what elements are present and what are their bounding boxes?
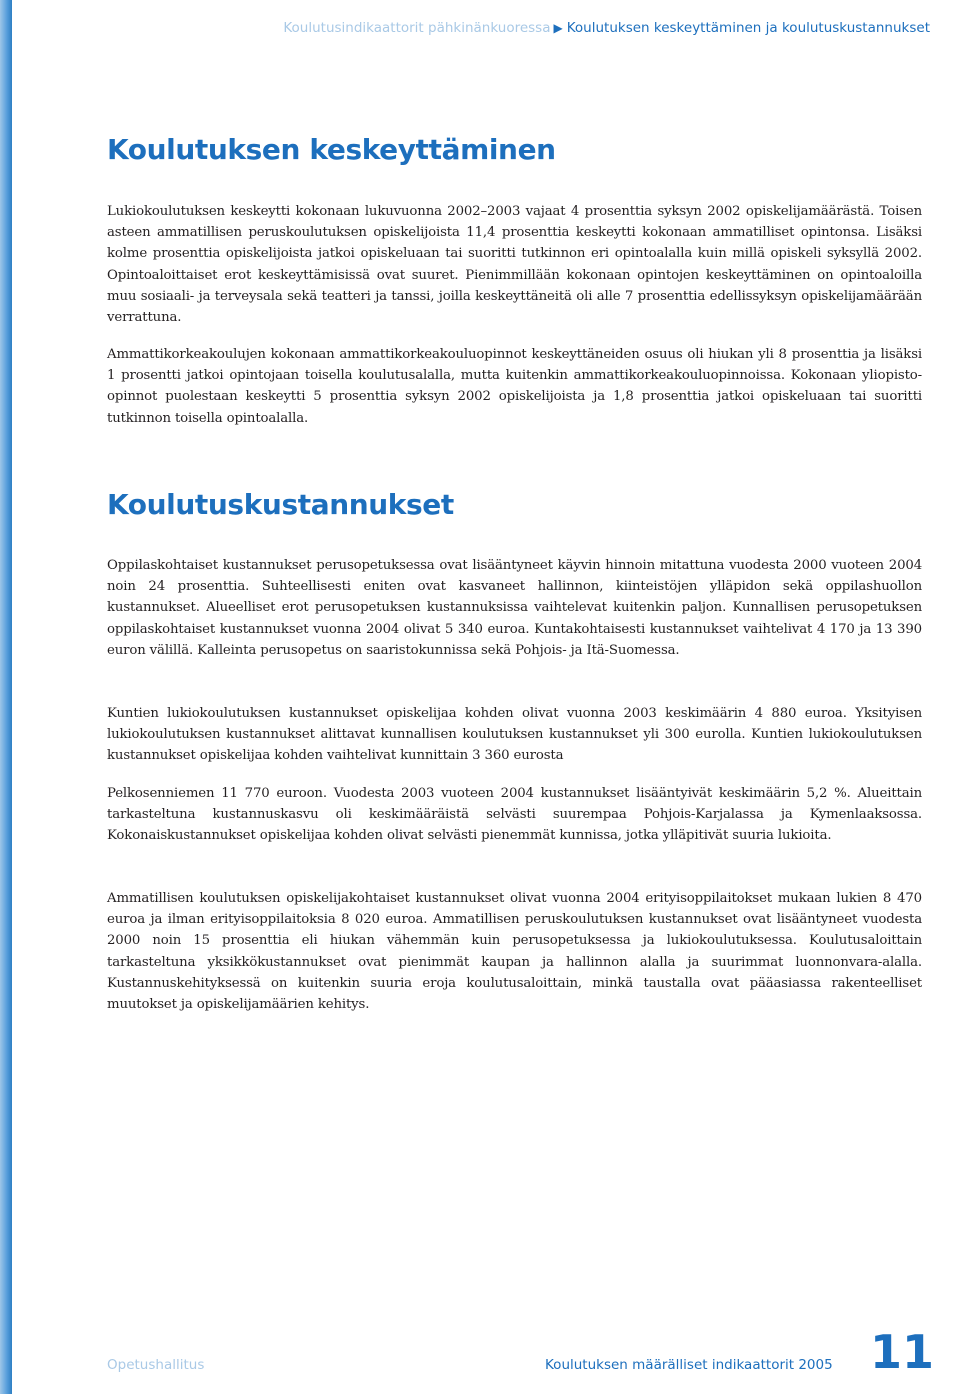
paragraph: Kuntien lukiokoulutuksen kustannukset opiskelijaa kohden olivat vuonna 2003 keskimäärin 4 880 euroa. Yksityisen lukiokoulutuksen kustannukset alittavat kunnallisen koulutuksen kustannukset yli 300 eurolla. Kuntien lukiokoulutuksen kustannukset opiskelijaa kohden vaihtelivat kunnittain 3 360 eurosta — [107, 706, 922, 764]
footer-publisher: Opetushallitus — [107, 1357, 205, 1373]
breadcrumb-book-title: Koulutusindikaattorit pähkinänkuoressa — [283, 20, 551, 36]
paragraph: Pelkosenniemen 11 770 euroon. Vuodesta 2003 vuoteen 2004 kustannukset lisääntyivät keskimäärin 5,2 %. Alueittain tarkasteltuna kustannuskasvu oli keskimääräistä selvästi suurempaa Pohjois-Karjalassa ja Kymenlaaksossa. Kokonaiskustannukset opiskelijaa kohden olivat selvästi pienemmät kunnissa, jotka ylläpitivät suuria lukioita. — [107, 786, 922, 844]
paragraph: Ammatillisen koulutuksen opiskelijakohtaiset kustannukset olivat vuonna 2004 erityisoppilaitokset mukaan lukien 8 470 euroa ja ilman erityisoppilaitoksia 8 020 euroa. Ammatillisen peruskoulutuksen kustannukset ovat lisääntyneet vuodesta 2000 noin 15 prosenttia eli hiukan vähemmän kuin perusopetuksessa ja lukiokoulutuksessa. Koulutusaloittain tarkasteltuna yksikkökustannukset ovat pienimmät kaupan ja hallinnon alalla ja suurimmat luonnonvara-alalla. Kustannuskehityksessä on kuitenkin suuria eroja koulutusaloittain, minkä taustalla ovat pääasiassa rakenteelliset muutokset ja opiskelijamäärien kehitys. — [107, 891, 922, 1013]
page-number: 11 — [870, 1325, 935, 1379]
paragraph: Oppilaskohtaiset kustannukset perusopetuksessa ovat lisääntyneet käyvin hinnoin mitattuna vuodesta 2000 vuoteen 2004 noin 24 prosenttia. Suhteellisesti eniten ovat kasvaneet hallinnon, kiinteistöjen ylläpidon sekä oppilashuollon kustannukset. Alueelliset erot perusopetuksen kustannuksissa vaihtelevat kuitenkin paljon. Kunnallisen perusopetuksen oppilaskohtaiset kustannukset vuonna 2004 olivat 5 340 euroa. Kuntakohtaisesti kustannukset vaihtelivat 4 170 ja 13 390 euron välillä. Kalleinta perusopetus on saaristokunnissa sekä Pohjois- ja Itä-Suomessa. — [107, 558, 922, 658]
footer-publication-title: Koulutuksen määrälliset indikaattorit 2005 — [545, 1357, 833, 1373]
paragraph: Ammattikorkeakoulujen kokonaan ammattikorkeakouluopinnot keskeyttäneiden osuus oli hiukan yli 8 prosenttia ja lisäksi 1 prosentti jatkoi opintojaan toisella koulutusalalla, mutta kuitenkin ammattikorkeakouluopinnoissa. Kokonaan yliopisto-opinnot puolestaan keskeytti 5 prosenttia syksyn 2002 opiskelijoista ja 1,8 prosenttia jatkoi opiskeluaan tai suoritti tutkinnon toisella opintoalalla. — [107, 347, 922, 426]
section-title-keskeyttaminen: Koulutuksen keskeyttäminen — [107, 133, 556, 166]
section-title-kustannukset: Koulutuskustannukset — [107, 488, 454, 521]
side-color-bar — [0, 0, 12, 1394]
paragraph: Lukiokoulutuksen keskeytti kokonaan lukuvuonna 2002–2003 vajaat 4 prosenttia syksyn 2002 opiskelijamäärästä. Toisen asteen ammatillisen peruskoulutuksen opiskelijoista 11,4 prosenttia keskeytti kokonaan ammatilliset opintonsa. Lisäksi kolme prosenttia opiskelijoista jatkoi opiskeluaan tai suoritti tutkinnon eri opintoalalla kuin millä opiskeli syksyllä 2002. Opintoaloittaiset erot keskeyttämisissä ovat suuret. Pienimmillään kokonaan opintojen keskeyttäminen on opintoaloilla muu sosiaali- ja terveysala sekä teatteri ja tanssi, joilla keskeyttäneitä oli alle 7 prosenttia edellissyksyn opiskelijamäärään verrattuna. — [107, 204, 922, 326]
breadcrumb-chapter-title: Koulutuksen keskeyttäminen ja koulutuskustannukset — [566, 20, 930, 36]
running-header — [215, 20, 930, 36]
triangle-right-icon: ▶ — [553, 21, 563, 35]
